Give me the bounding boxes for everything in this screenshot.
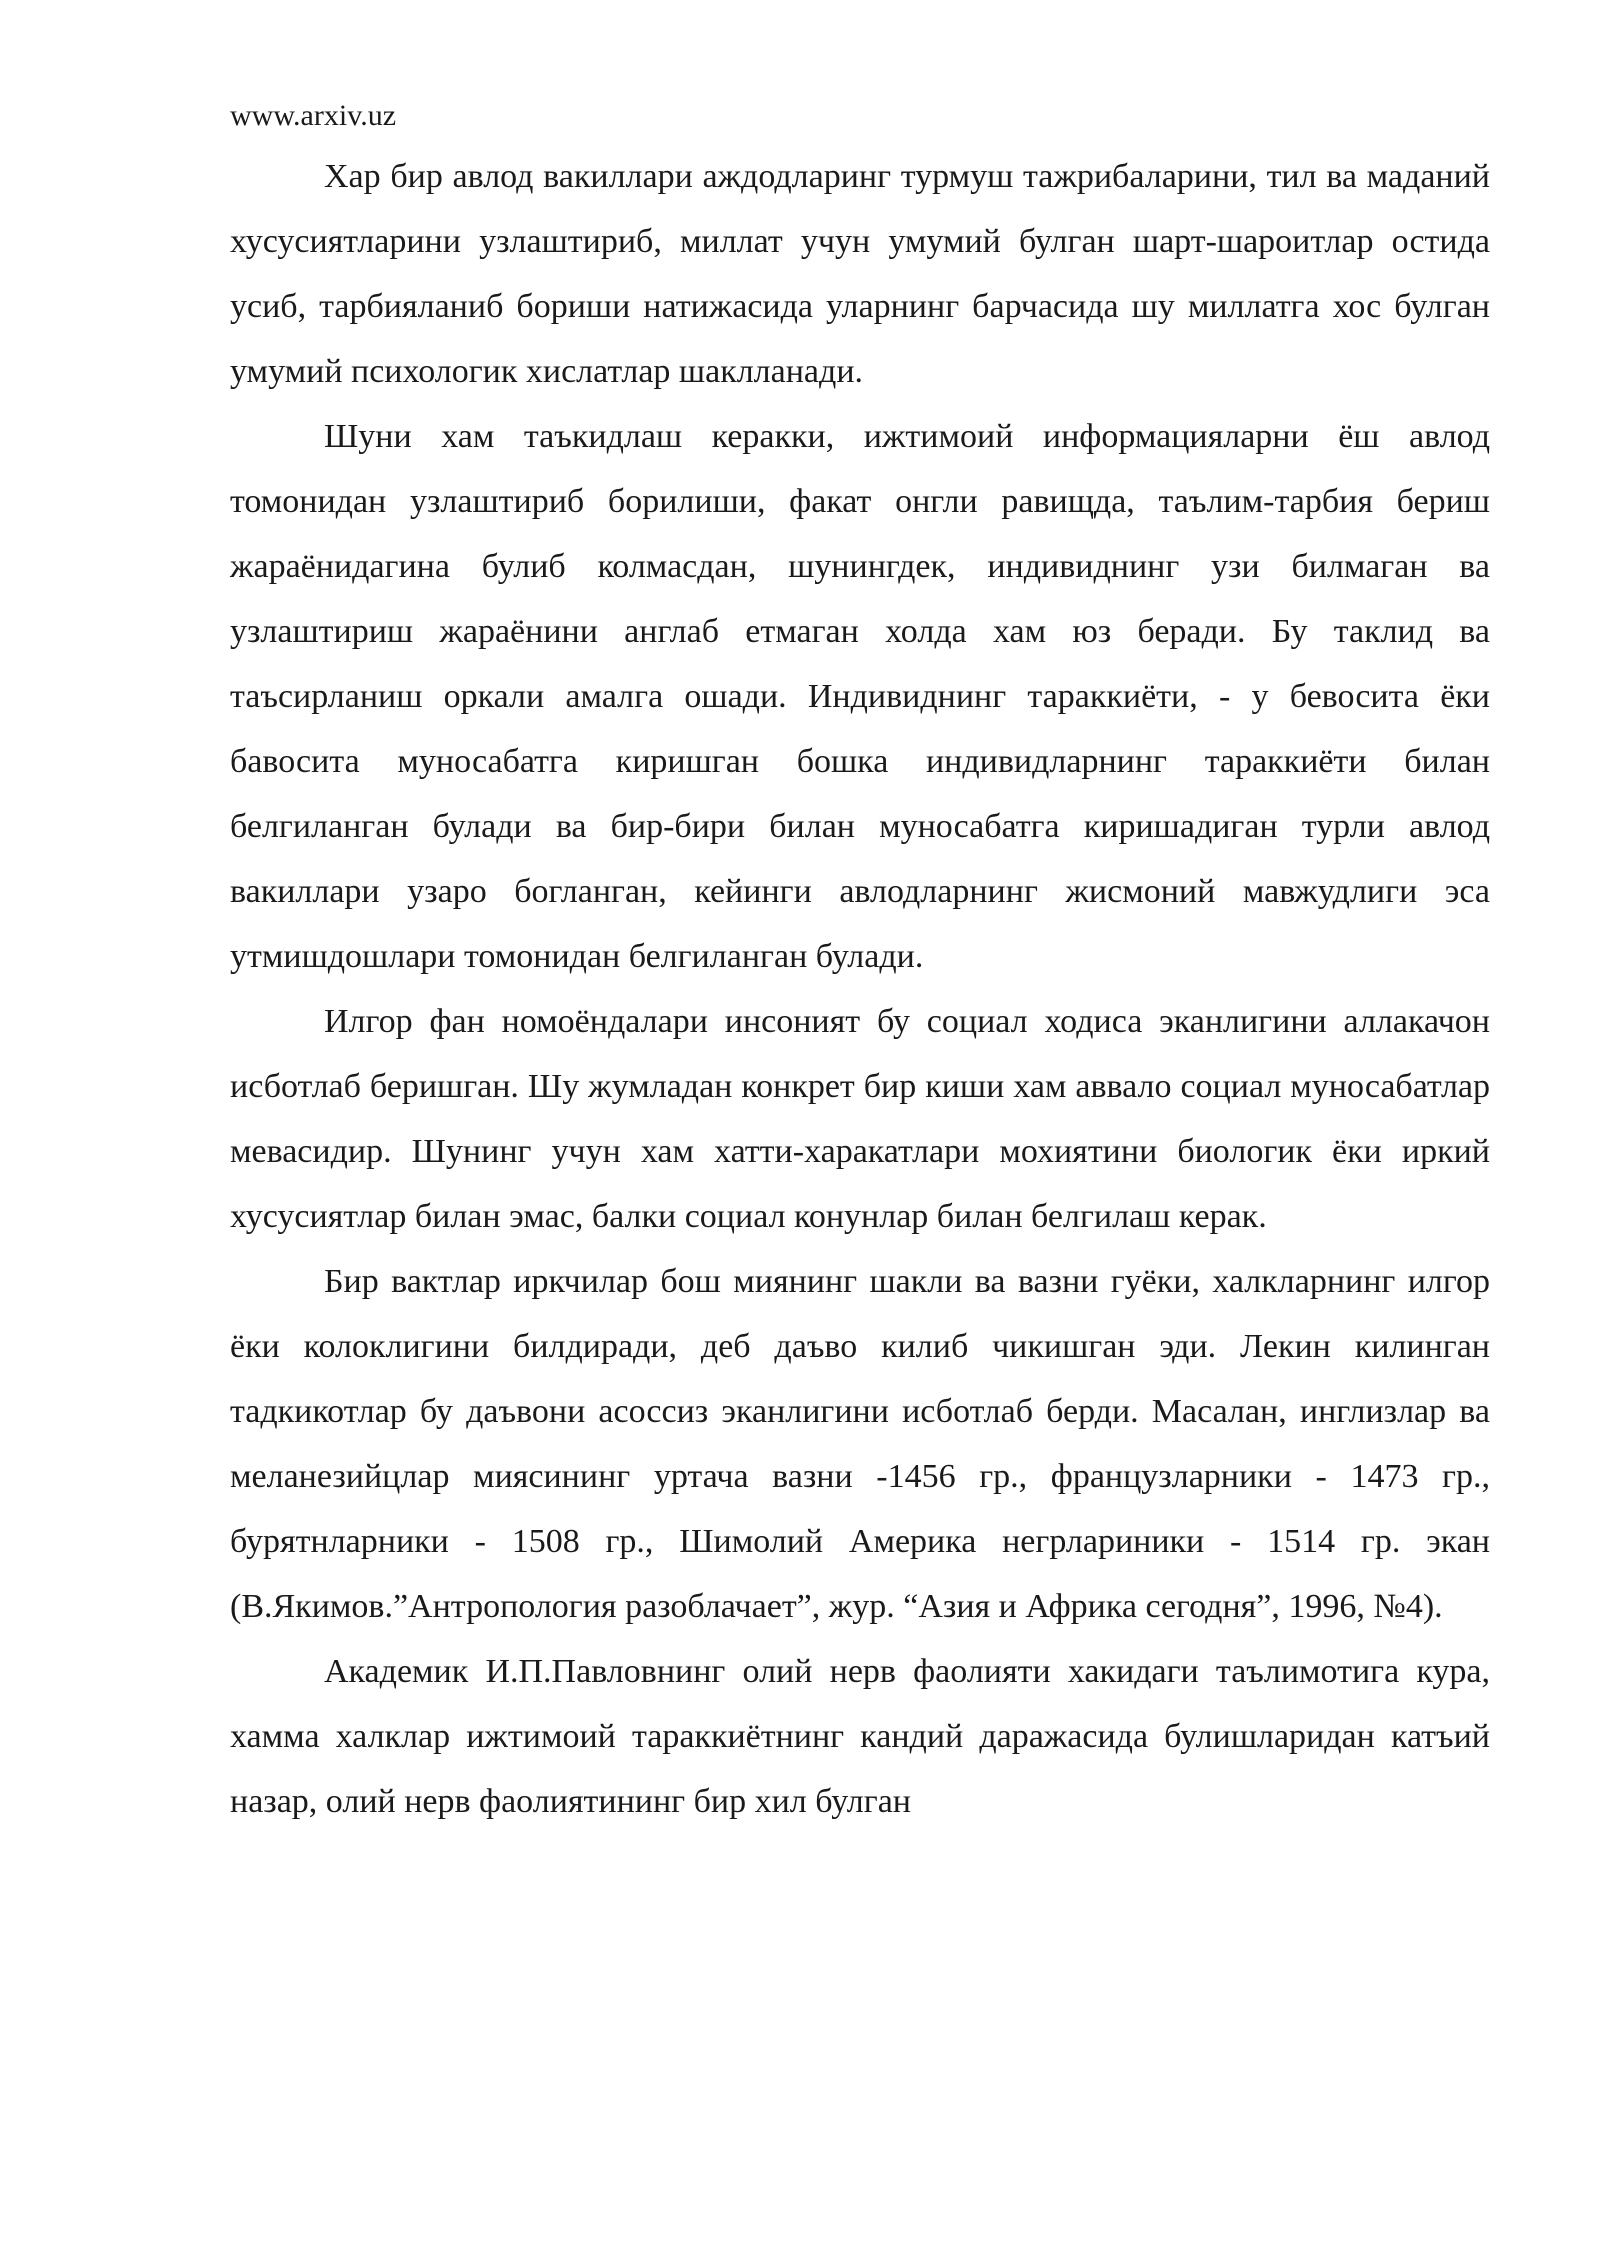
paragraph: Хар бир авлод вакиллари аждодларинг турмуш тажрибаларини, тил ва маданий хусусиятларини узлаштириб, миллат учун умумий булган шарт-шароитлар остида усиб, тарбияланиб бориши натижасида уларнинг барчасида шу миллатга хос булган умумий психологик хислатлар шаклланади. bbox=[230, 158, 1490, 390]
paragraph: Бир вактлар иркчилар бош миянинг шакли ва вазни гуёки, халкларнинг илгор ёки колоклигини билдиради, деб даъво килиб чикишган эди. Лекин килинган тадкикотлар бу даъвони асоссиз эканлигини исботлаб берди. Масалан, инглизлар ва меланезийцлар миясининг уртача вазни -1456 гр., французларники - 1473 гр., бурятнларники - 1508 гр., Шимолий Америка негрлариники - 1514 гр. экан (В.Якимов.”Антропология разоблачает”, жур. “Азия и Африка сегодня”, 1996, №4). bbox=[230, 1263, 1490, 1625]
document-page bbox=[230, 92, 1490, 1834]
paragraph: Академик И.П.Павловнинг олий нерв фаолияти хакидаги таълимотига кура, хамма халклар ижтимоий тараккиётнинг кандий даражасида булишларидан катъий назар, олий нерв фаолиятининг бир хил булган bbox=[230, 1653, 1490, 1820]
site-header[interactable]: www.arxiv.uz bbox=[230, 99, 397, 132]
paragraph: Илгор фан номоёндалари инсоният бу социал ходиса эканлигини аллакачон исботлаб беришган. Шу жумладан конкрет бир киши хам аввало социал муносабатлар мевасидир. Шунинг учун хам хатти-харакатлари мохиятини биологик ёки иркий хусусиятлар билан эмас, балки социал конунлар билан белгилаш керак. bbox=[230, 1003, 1490, 1235]
paragraph: Шуни хам таъкидлаш керакки, ижтимоий информацияларни ёш авлод томонидан узлаштириб борилиши, факат онгли равищда, таълим-тарбия бериш жараёнидагина булиб колмасдан, шунингдек, индивиднинг узи билмаган ва узлаштириш жараёнини англаб етмаган холда хам юз беради. Бу таклид ва таъсирланиш оркали амалга ошади. Индивиднинг тараккиёти, - у бевосита ёки бавосита муносабатга киришган бошка индивидларнинг тараккиёти билан белгиланган булади ва бир-бири билан муносабатга киришадиган турли авлод вакиллари узаро богланган, кейинги авлодларнинг жисмоний мавжудлиги эса утмишдошлари томонидан белгиланган булади. bbox=[230, 418, 1490, 975]
